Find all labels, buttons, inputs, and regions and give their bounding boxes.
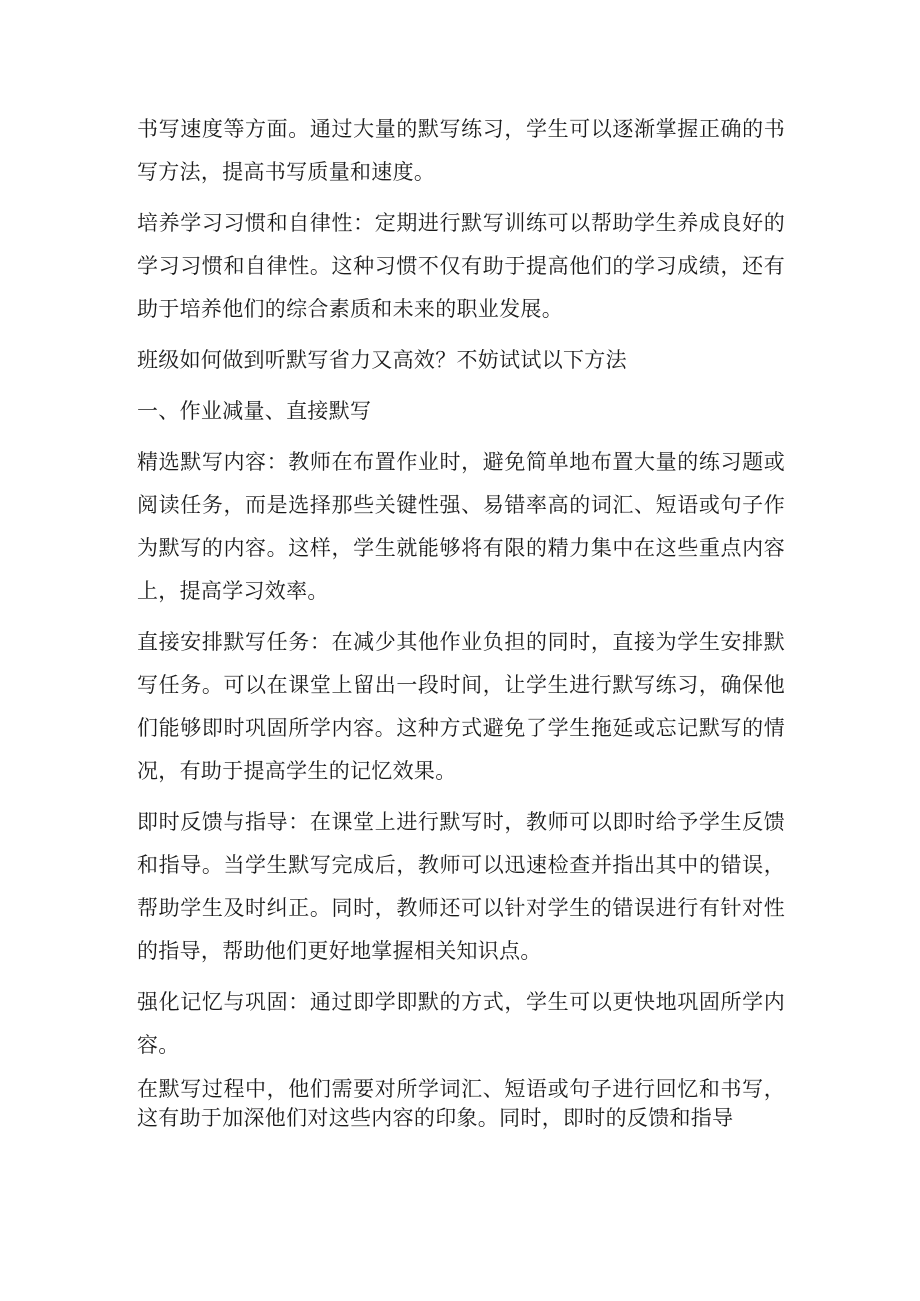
document-body [137,108,785,1141]
section-question-heading: 班级如何做到听默写省力又高效？不妨试试以下方法 [137,348,627,372]
paragraph-memory: 强化记忆与巩固：通过即学即默的方式，学生可以更快地巩固所学内容。 [137,990,785,1057]
paragraph-dictation-process: 在默写过程中，他们需要对所学词汇、短语或句子进行回忆和书写，这有助于加深他们对这些内容的印象。同时，即时的反馈和指导 [137,1077,785,1130]
paragraph-writing-speed: 书写速度等方面。通过大量的默写练习，学生可以逐渐掌握正确的书写方法，提高书写质量和速度。 [137,117,785,184]
paragraph-select-content: 精选默写内容：教师在布置作业时，避免简单地布置大量的练习题或阅读任务，而是选择那些关键性强、易错率高的词汇、短语或句子作为默写的内容。这样，学生就能够将有限的精力集中在这些重点内容上，提高学习效率。 [137,450,785,603]
paragraph-study-habits: 培养学习习惯和自律性：定期进行默写训练可以帮助学生养成良好的学习习惯和自律性。这种习惯不仅有助于提高他们的学习成绩，还有助于培养他们的综合素质和未来的职业发展。 [137,211,785,321]
section-heading-1: 一、作业减量、直接默写 [137,399,372,423]
paragraph-feedback: 即时反馈与指导：在课堂上进行默写时，教师可以即时给予学生反馈和指导。当学生默写完成后，教师可以迅速检查并指出其中的错误，帮助学生及时纠正。同时，教师还可以针对学生的错误进行有针对性的指导，帮助他们更好地掌握相关知识点。 [137,810,785,963]
paragraph-direct-assign: 直接安排默写任务：在减少其他作业负担的同时，直接为学生安排默写任务。可以在课堂上留出一段时间，让学生进行默写练习，确保他们能够即时巩固所学内容。这种方式避免了学生拖延或忘记默写的情况，有助于提高学生的记忆效果。 [137,630,785,783]
